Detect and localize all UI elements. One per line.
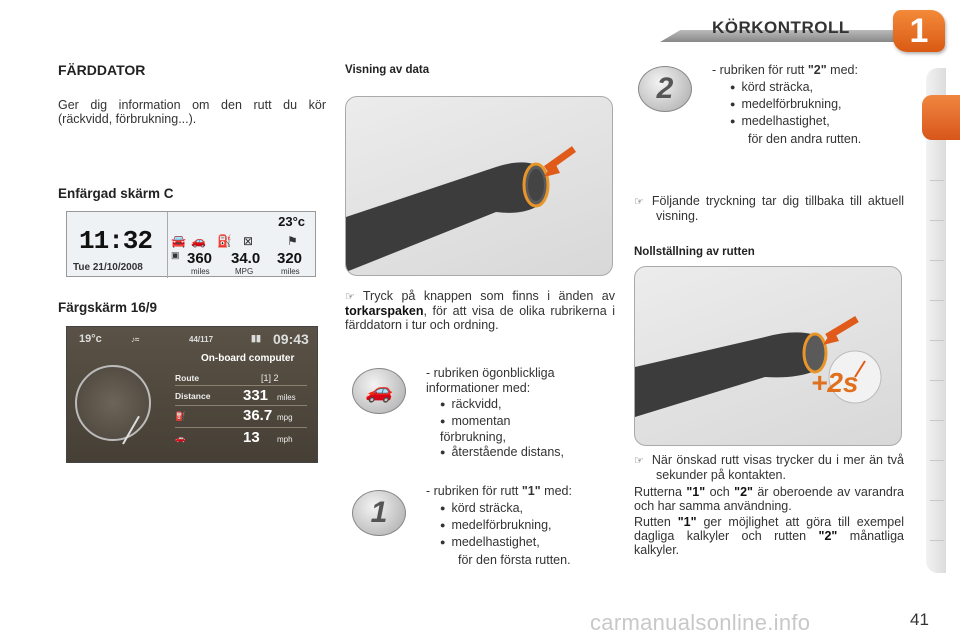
row-divider bbox=[175, 427, 307, 428]
bullet-icon: ● bbox=[730, 116, 736, 126]
usage-bold: "2" bbox=[818, 529, 838, 543]
bullet-icon: ● bbox=[440, 447, 446, 457]
bullet-icon: ● bbox=[440, 503, 446, 513]
tab-divider bbox=[930, 300, 944, 301]
mono-screen-heading: Enfärgad skärm C bbox=[58, 186, 174, 201]
pointing-hand-icon: ☞ bbox=[634, 455, 644, 467]
screen-temperature: 19°c bbox=[79, 333, 102, 345]
independence-note bbox=[634, 485, 904, 513]
bullet-icon: ● bbox=[440, 416, 446, 426]
screen-unit: miles bbox=[191, 267, 210, 276]
route-1-tail: för den första rutten. bbox=[458, 553, 571, 567]
instant-item bbox=[440, 414, 570, 445]
route-2-item bbox=[730, 114, 830, 130]
chapter-title: KÖRKONTROLL bbox=[712, 18, 850, 37]
route-1-item bbox=[440, 501, 523, 517]
screen-temperature: 23°c bbox=[278, 214, 305, 229]
route-1-item bbox=[440, 535, 540, 551]
route-2-digit: 2 bbox=[656, 72, 674, 105]
press-instruction bbox=[345, 289, 615, 332]
screen-date: Tue 21/10/2008 bbox=[73, 262, 143, 273]
return-note bbox=[634, 194, 904, 223]
usage-text: Rutten bbox=[634, 515, 678, 529]
screen-divider bbox=[167, 212, 168, 278]
tab-divider bbox=[930, 260, 944, 261]
route-1-item-text: medelhastighet, bbox=[451, 535, 540, 549]
route-2-text: med: bbox=[826, 63, 858, 77]
instruction-text: , för att visa de olika rubrikerna i färddatorn i tur och ordning. bbox=[345, 304, 615, 332]
independence-text: är oberoende av varandra och har samma användning. bbox=[634, 485, 904, 513]
row-divider bbox=[175, 405, 307, 406]
wiper-stalk-image bbox=[346, 97, 613, 276]
intro-text: Ger dig information om den rutt du kör (räckvidd, förbrukning...). bbox=[58, 98, 326, 126]
wiper-stalk-reset-image bbox=[635, 267, 902, 446]
pointing-hand-icon: ☞ bbox=[345, 291, 355, 303]
tab-divider bbox=[930, 340, 944, 341]
radio-icon: ♪≈ bbox=[131, 335, 140, 344]
wiper-stalk-photo bbox=[345, 96, 613, 276]
tab-divider bbox=[930, 180, 944, 181]
route-1-bold: "1" bbox=[521, 484, 541, 498]
route-2-item bbox=[730, 97, 842, 113]
route-2-tail: för den andra rutten. bbox=[748, 132, 862, 146]
display-data-heading: Visning av data bbox=[345, 64, 430, 76]
radio-preset: 44/117 bbox=[189, 335, 214, 344]
route-1-digit: 1 bbox=[370, 496, 388, 529]
car-icon: 🚘 bbox=[171, 234, 186, 248]
distance-value: 331 bbox=[243, 387, 269, 404]
route-1-intro bbox=[426, 484, 572, 499]
speed-unit: mph bbox=[277, 435, 293, 444]
pointing-hand-icon: ☞ bbox=[634, 196, 644, 208]
usage-text: månatliga kalkyler. bbox=[634, 529, 904, 557]
instant-item-text: räckvidd, bbox=[451, 397, 502, 411]
signal-icon: ▮▮ bbox=[251, 333, 261, 343]
usage-text: ger möjlighet att göra till exempel dagliga kalkyler och rutten bbox=[634, 515, 904, 543]
reset-note bbox=[634, 453, 904, 482]
route-value: [1] 2 bbox=[261, 373, 279, 383]
route-2-text: - rubriken för rutt bbox=[712, 63, 808, 77]
route-1-item-text: körd sträcka, bbox=[451, 501, 523, 515]
distance-label: Distance bbox=[175, 391, 211, 401]
tab-divider bbox=[930, 220, 944, 221]
independence-bold: "1" bbox=[686, 485, 706, 499]
tab-divider bbox=[930, 380, 944, 381]
instant-item bbox=[440, 445, 564, 461]
watermark: carmanualsonline.info bbox=[590, 610, 811, 635]
instruction-text: Tryck på knappen som finns i änden av bbox=[362, 289, 615, 303]
route-1-text: med: bbox=[540, 484, 572, 498]
route-1-icon bbox=[352, 490, 406, 536]
color-screen-heading: Färgskärm 16/9 bbox=[58, 300, 158, 315]
usage-bold: "1" bbox=[677, 515, 697, 529]
return-note-text: Följande tryckning tar dig tillbaka till aktuell visning. bbox=[651, 194, 904, 223]
computer-title: On-board computer bbox=[201, 353, 295, 364]
section-heading: FÄRDDATOR bbox=[58, 62, 146, 78]
screen-time: 09:43 bbox=[273, 331, 309, 347]
bullet-icon: ● bbox=[730, 99, 736, 109]
route-2-item-text: medelhastighet, bbox=[741, 114, 830, 128]
tab-divider bbox=[930, 420, 944, 421]
active-chapter-tab[interactable] bbox=[922, 95, 960, 140]
distance-unit: miles bbox=[277, 393, 296, 402]
reset-heading: Nollställning av rutten bbox=[634, 246, 755, 258]
instant-item-text: återstående distans, bbox=[451, 445, 565, 459]
route-2-item-text: medelförbrukning, bbox=[741, 97, 842, 111]
color-screen-16-9 bbox=[66, 326, 318, 463]
speed-value: 13 bbox=[243, 429, 260, 446]
screen-value: 360 bbox=[187, 250, 213, 267]
route-selector-icon: ▣ bbox=[171, 250, 180, 260]
clock-hand bbox=[122, 416, 140, 445]
route-2-bold: "2" bbox=[807, 63, 827, 77]
route-1-item-text: medelförbrukning, bbox=[451, 518, 552, 532]
instant-info-car-icon: 🚗 bbox=[352, 368, 406, 414]
screen-unit: MPG bbox=[235, 267, 254, 276]
screen-time: 11:32 bbox=[79, 226, 153, 256]
clock-dial bbox=[75, 365, 151, 441]
wiper-stalk-reset-photo bbox=[634, 266, 902, 446]
finish-flag-icon: ⚑ bbox=[287, 234, 298, 248]
instant-info-intro: - rubriken ögonblickliga informationer med: bbox=[426, 366, 555, 395]
screen-value: 34.0 bbox=[231, 250, 261, 267]
screen-value: 320 bbox=[277, 250, 303, 267]
range-car-icon: 🚗 bbox=[191, 234, 206, 248]
page-number: 41 bbox=[910, 610, 929, 629]
chapter-number-badge: 1 bbox=[893, 10, 945, 52]
row-divider bbox=[175, 385, 307, 386]
route-label: Route bbox=[175, 373, 200, 383]
instant-item-text: momentan förbrukning, bbox=[440, 414, 511, 444]
route-2-intro bbox=[712, 63, 858, 78]
tab-divider bbox=[930, 500, 944, 501]
fuel-pump-icon: ⛽ bbox=[217, 234, 232, 248]
usage-note bbox=[634, 515, 904, 557]
fuel-consumption-icon: ⊠ bbox=[243, 234, 254, 248]
screen-unit: miles bbox=[281, 267, 300, 276]
route-1-item bbox=[440, 518, 552, 534]
reset-note-text: När önskad rutt visas trycker du i mer än två sekunder på kontakten. bbox=[651, 453, 904, 482]
bullet-icon: ● bbox=[730, 82, 736, 92]
independence-text: Rutterna bbox=[634, 485, 687, 499]
route-1-text: - rubriken för rutt bbox=[426, 484, 522, 498]
bullet-icon: ● bbox=[440, 520, 446, 530]
route-2-item bbox=[730, 80, 813, 96]
instruction-bold: torkarspaken bbox=[345, 304, 424, 318]
route-2-icon bbox=[638, 66, 692, 112]
consumption-value: 36.7 bbox=[243, 407, 273, 424]
route-2-item-text: körd sträcka, bbox=[741, 80, 813, 94]
mono-screen-c bbox=[66, 211, 316, 277]
chapter-tab-strip bbox=[926, 68, 946, 573]
fuel-pump-icon: ⛽ bbox=[175, 411, 186, 421]
independence-bold: "2" bbox=[734, 485, 753, 499]
consumption-unit: mpg bbox=[277, 413, 293, 422]
bullet-icon: ● bbox=[440, 399, 446, 409]
tab-divider bbox=[930, 460, 944, 461]
tab-divider bbox=[930, 540, 944, 541]
instant-item bbox=[440, 397, 501, 413]
car-speed-icon: 🚗 bbox=[175, 433, 186, 443]
plus-two-seconds-label: +2s bbox=[811, 367, 859, 398]
independence-text: och bbox=[705, 485, 735, 499]
bullet-icon: ● bbox=[440, 537, 446, 547]
